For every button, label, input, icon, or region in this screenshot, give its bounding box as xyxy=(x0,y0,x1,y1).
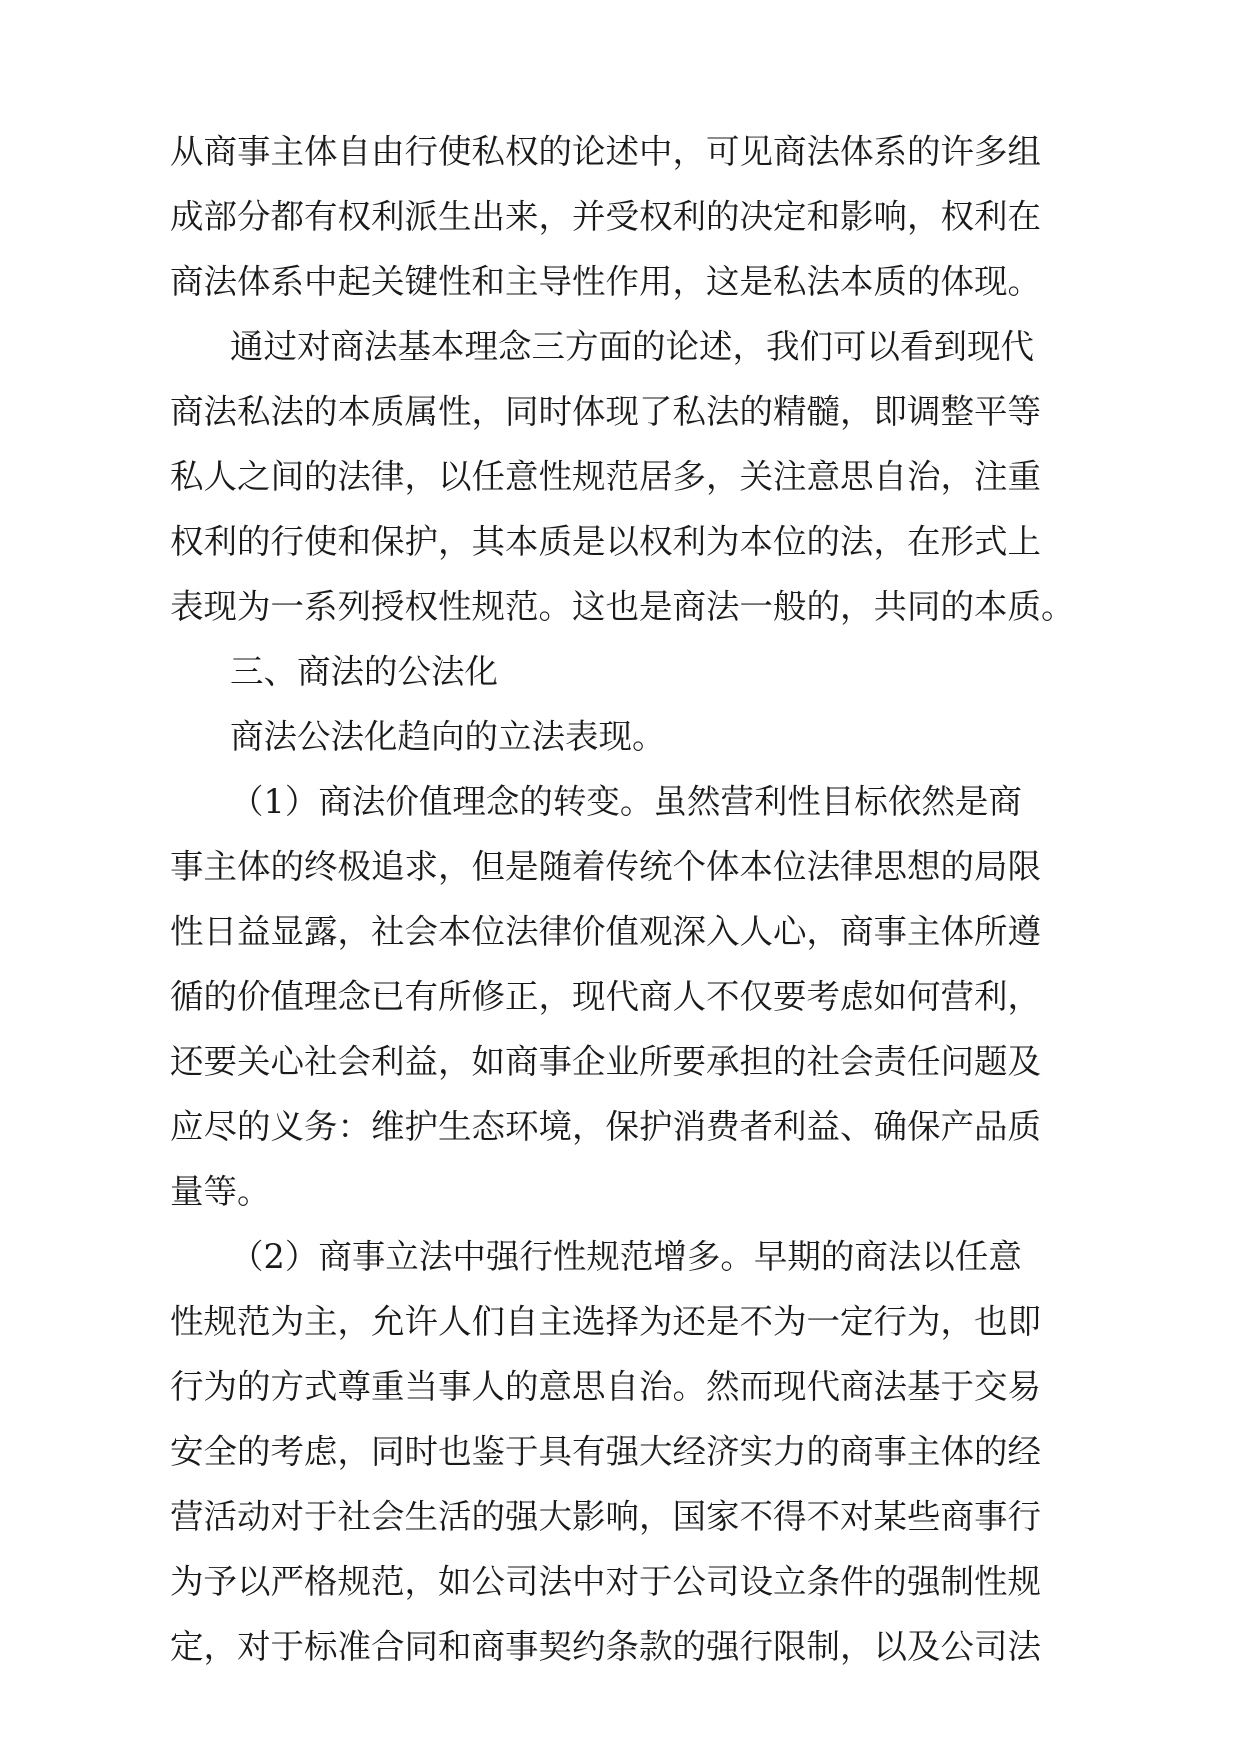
text-line: 还要关心社会利益，如商事企业所要承担的社会责任问题及 xyxy=(170,1042,1041,1081)
text-line: 应尽的义务：维护生态环境，保护消费者利益、确保产品质 xyxy=(170,1107,1041,1146)
text-line: 事主体的终极追求，但是随着传统个体本位法律思想的局限 xyxy=(170,847,1041,886)
text-line: 营活动对于社会生活的强大影响，国家不得不对某些商事行 xyxy=(170,1497,1041,1536)
text-line: 为予以严格规范，如公司法中对于公司设立条件的强制性规 xyxy=(170,1562,1041,1601)
text-line: （1）商法价值理念的转变。虽然营利性目标依然是商 xyxy=(230,782,1022,821)
text-line: 性日益显露，社会本位法律价值观深入人心，商事主体所遵 xyxy=(170,912,1041,951)
text-line: 私人之间的法律，以任意性规范居多，关注意思自治，注重 xyxy=(170,457,1041,496)
text-line: 安全的考虑，同时也鉴于具有强大经济实力的商事主体的经 xyxy=(170,1432,1041,1471)
text-line: 成部分都有权利派生出来，并受权利的决定和影响，权利在 xyxy=(170,197,1041,236)
section-heading: 三、商法的公法化 xyxy=(230,652,498,691)
text-line: 权利的行使和保护，其本质是以权利为本位的法，在形式上 xyxy=(170,522,1041,561)
text-line: 量等。 xyxy=(170,1172,271,1211)
text-line: 通过对商法基本理念三方面的论述，我们可以看到现代 xyxy=(230,327,1034,366)
text-line: 循的价值理念已有所修正，现代商人不仅要考虑如何营利， xyxy=(170,977,1041,1016)
text-line: 商法体系中起关键性和主导性作用，这是私法本质的体现。 xyxy=(170,262,1041,301)
text-line: 行为的方式尊重当事人的意思自治。然而现代商法基于交易 xyxy=(170,1367,1041,1406)
text-line: 从商事主体自由行使私权的论述中，可见商法体系的许多组 xyxy=(170,132,1041,171)
text-line: 定，对于标准合同和商事契约条款的强行限制，以及公司法 xyxy=(170,1627,1041,1666)
text-line: （2）商事立法中强行性规范增多。早期的商法以任意 xyxy=(230,1237,1022,1276)
text-line: 表现为一系列授权性规范。这也是商法一般的，共同的本质。 xyxy=(170,587,1075,626)
text-line: 商法私法的本质属性，同时体现了私法的精髓，即调整平等 xyxy=(170,392,1041,431)
text-line: 商法公法化趋向的立法表现。 xyxy=(230,717,666,756)
text-line: 性规范为主，允许人们自主选择为还是不为一定行为，也即 xyxy=(170,1302,1041,1341)
